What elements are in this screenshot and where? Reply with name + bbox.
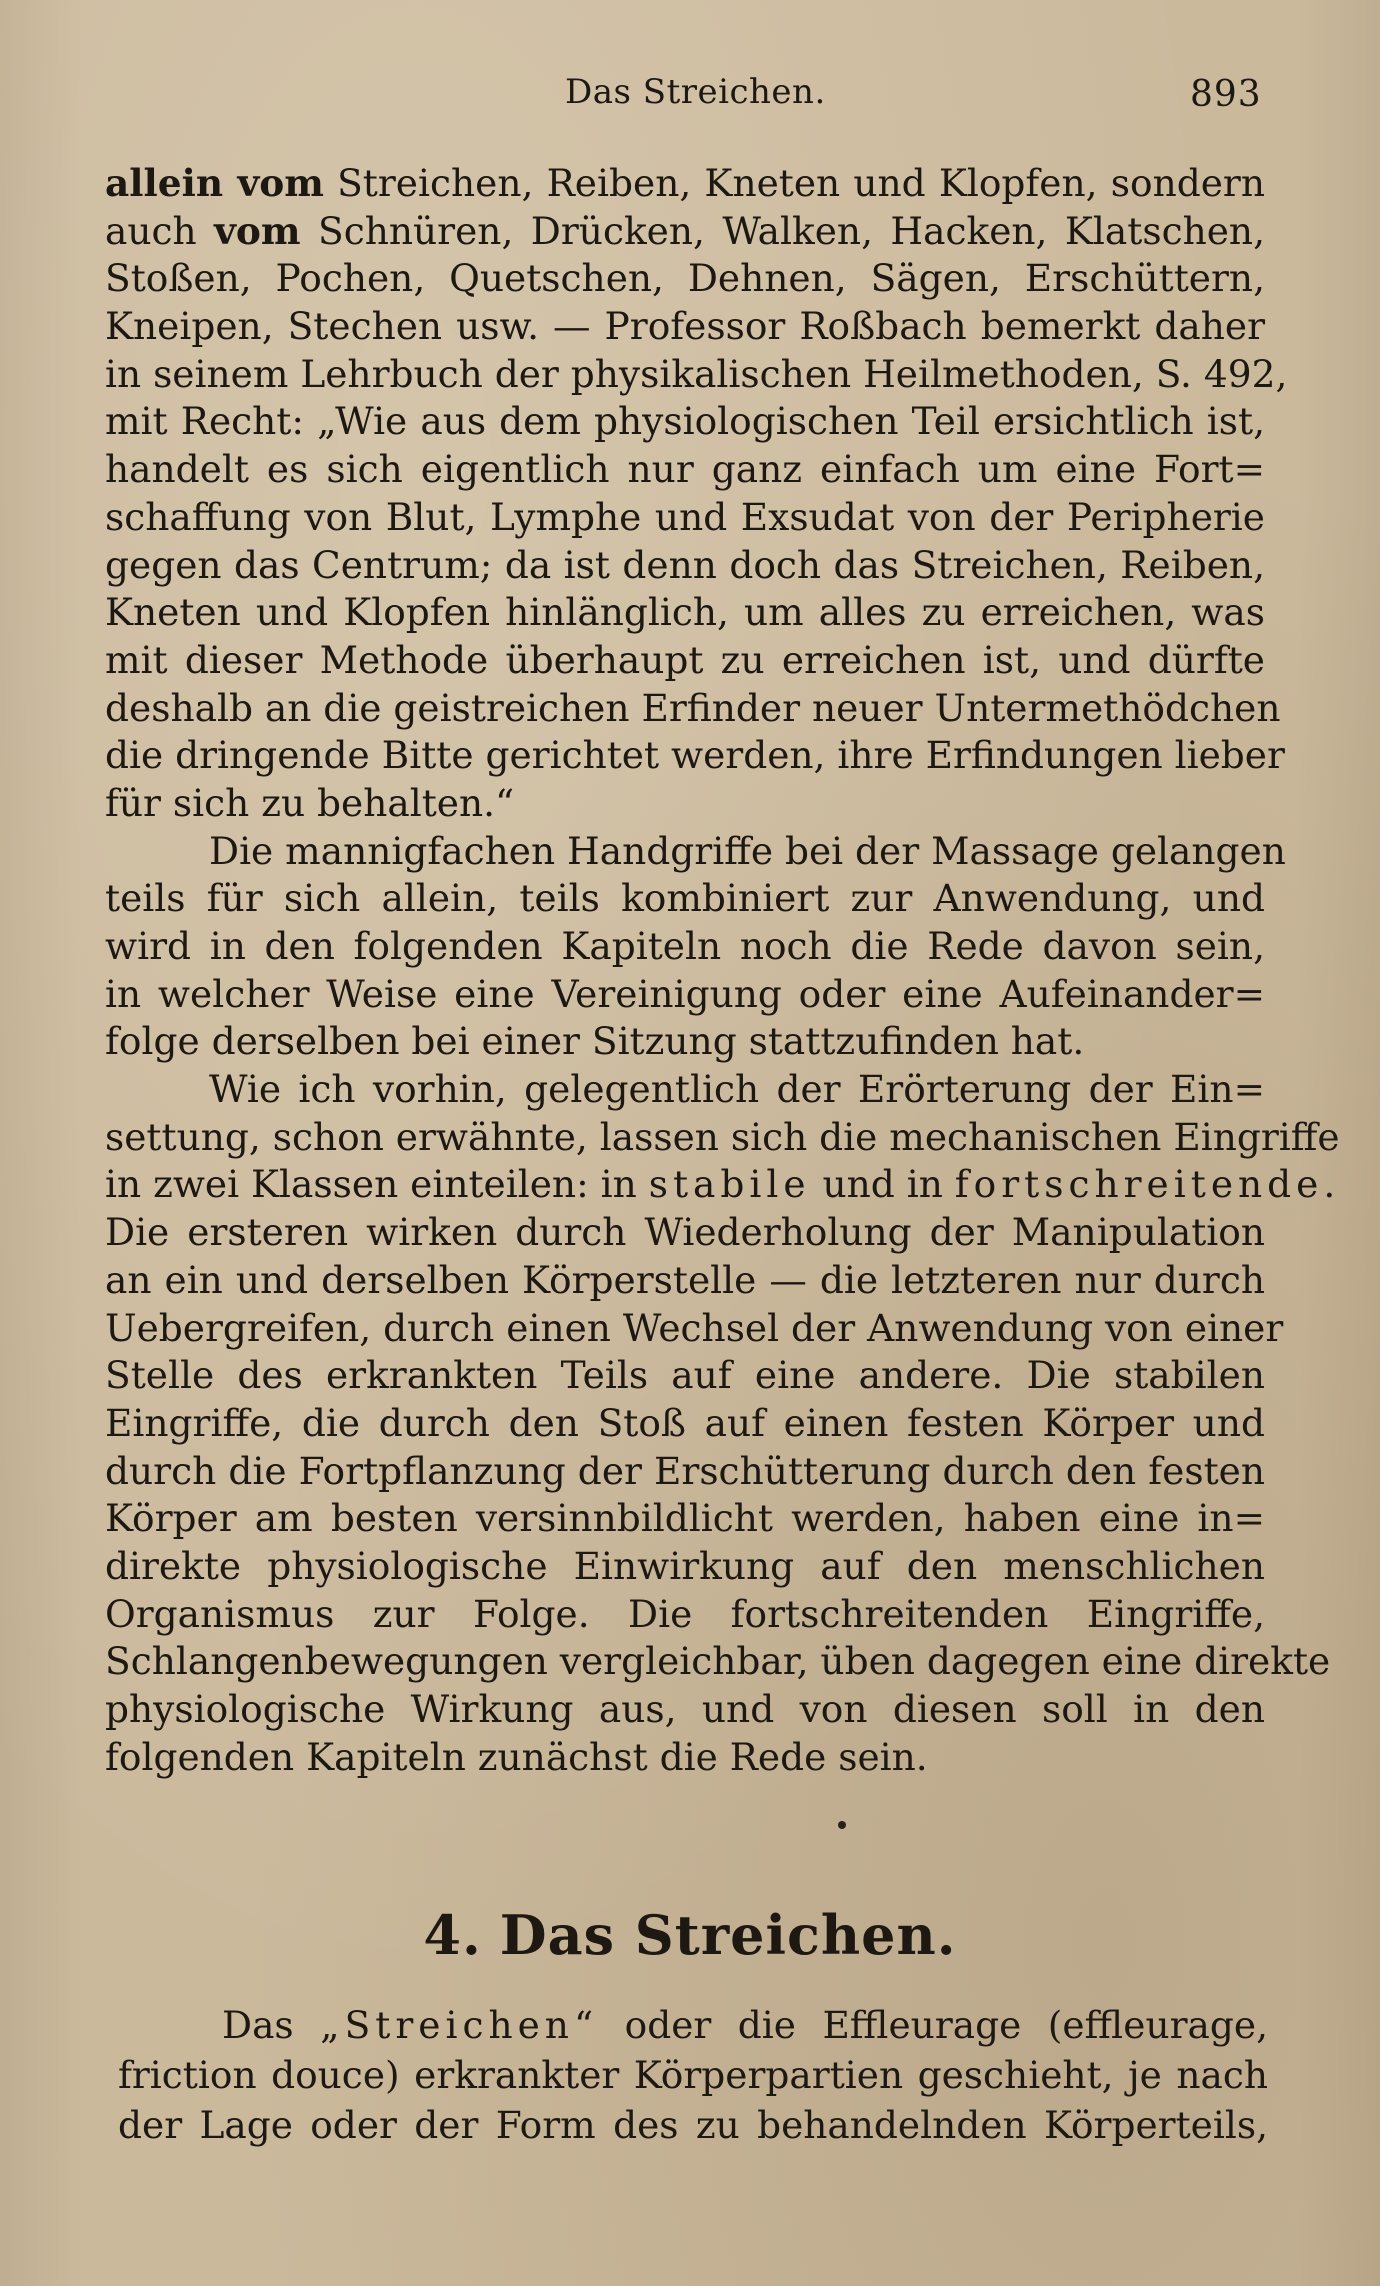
section-number: 4. <box>423 1903 482 1967</box>
line-text: auch <box>105 208 215 253</box>
line-text: oder die Effleurage (effleurage, <box>598 2003 1268 2047</box>
spaced-text: stabile <box>648 1162 811 1207</box>
spaced-text: „Streichen“ <box>320 2003 599 2047</box>
text-line-8: schaffung von Blut, Lymphe und Exsudat von der Peripherie <box>105 494 1265 539</box>
text-line-30: direkte physiologische Einwirkung auf den menschlichen <box>105 1543 1265 1588</box>
section-text <box>118 2000 1268 2150</box>
spaced-text: fortschreitende <box>954 1162 1324 1207</box>
text-line-17: wird in den folgenden Kapiteln noch die Rede davon sein, <box>105 924 1265 968</box>
text-line-15: Die mannigfachen Handgriffe bei der Massage gelangen <box>209 828 1286 873</box>
text-line-18: in welcher Weise eine Vereinigung oder eine Aufeinander= <box>105 971 1265 1016</box>
text-line-12: deshalb an die geistreichen Erfinder neuer Untermethödchen <box>105 685 1281 730</box>
line-text: . <box>1323 1162 1336 1207</box>
text-line-27: Eingriffe, die durch den Stoß auf einen festen Körper und <box>105 1400 1265 1445</box>
text-line-16: teils für sich allein, teils kombiniert zur Anwendung, und <box>105 876 1265 921</box>
text-line-23: Die ersteren wirken durch Wiederholung der Manipulation <box>105 1210 1265 1255</box>
bold-text: vom <box>214 208 301 253</box>
text-line-20: Wie ich vorhin, gelegentlich der Erörterung der Ein= <box>209 1067 1265 1112</box>
line-text: in zwei Klassen einteilen: in <box>105 1162 649 1207</box>
text-line-25: Uebergreifen, durch einen Wechsel der Anwendung von einer <box>105 1305 1284 1350</box>
text-line-19: folge derselben bei einer Sitzung stattzufinden hat. <box>105 1019 1085 1064</box>
section-heading <box>0 1900 1380 1970</box>
text-line-26: Stelle des erkrankten Teils auf eine andere. Die stabilen <box>105 1353 1265 1398</box>
text-line-28: durch die Fortpflanzung der Erschütterung durch den festen <box>105 1448 1265 1493</box>
text-line-21: settung, schon erwähnte, lassen sich die mechanischen Eingriffe <box>105 1114 1340 1159</box>
text-line-13: die dringende Bitte gerichtet werden, ihre Erfindungen lieber <box>105 733 1285 778</box>
running-head: Das Streichen. <box>565 72 826 112</box>
text-line-29: Körper am besten versinnbildlicht werden, haben eine in= <box>105 1496 1265 1541</box>
section-line-1 <box>118 2000 1268 2050</box>
bold-text: allein vom <box>105 161 324 205</box>
text-line-34: folgenden Kapiteln zunächst die Rede sein. <box>105 1734 928 1779</box>
ornament-dot <box>838 1821 846 1829</box>
text-line-10: Kneten und Klopfen hinlänglich, um alles zu erreichen, was <box>105 590 1265 635</box>
text-line-11: mit dieser Methode überhaupt zu erreichen ist, und dürfte <box>105 637 1265 682</box>
text-line-7: handelt es sich eigentlich nur ganz einfach um eine Fort= <box>105 447 1265 492</box>
text-line-22 <box>105 1161 1336 1209</box>
text-line-5: in seinem Lehrbuch der physikalischen Heilmethoden, S. 492, <box>105 351 1288 396</box>
text-line-32: Schlangenbewegungen vergleichbar, üben dagegen eine direkte <box>105 1639 1331 1684</box>
line-text: Streichen, Reiben, Kneten und Klopfen, sondern <box>323 161 1265 205</box>
text-line-3: Stoßen, Pochen, Quetschen, Dehnen, Sägen, Erschüttern, <box>105 256 1265 301</box>
section-title: Das Streichen. <box>499 1903 957 1967</box>
text-line-31: Organismus zur Folge. Die fortschreitenden Eingriffe, <box>105 1591 1265 1636</box>
text-line-24: an ein und derselben Körperstelle — die letzteren nur durch <box>105 1257 1265 1302</box>
text-line-33: physiologische Wirkung aus, und von diesen soll in den <box>105 1687 1265 1731</box>
text-line-14: für sich zu behalten.“ <box>105 780 515 825</box>
line-text: und in <box>810 1162 955 1207</box>
section-line-2: friction douce) erkrankter Körperpartien geschieht, je nach <box>118 2053 1268 2097</box>
line-text: Schnüren, Drücken, Walken, Hacken, Klatschen, <box>300 208 1265 253</box>
line-text: Das <box>222 2003 321 2047</box>
section-line-3: der Lage oder der Form des zu behandelnden Körperteils, <box>118 2103 1268 2147</box>
page-number: 893 <box>1190 74 1262 115</box>
text-line-4: Kneipen, Stechen usw. — Professor Roßbach bemerkt daher <box>105 304 1265 349</box>
text-line-1 <box>105 160 1265 208</box>
text-line-6: mit Recht: „Wie aus dem physiologischen Teil ersichtlich ist, <box>105 399 1265 444</box>
text-line-9: gegen das Centrum; da ist denn doch das Streichen, Reiben, <box>105 542 1265 587</box>
body-text <box>105 160 1340 1781</box>
text-line-2 <box>105 208 1265 256</box>
